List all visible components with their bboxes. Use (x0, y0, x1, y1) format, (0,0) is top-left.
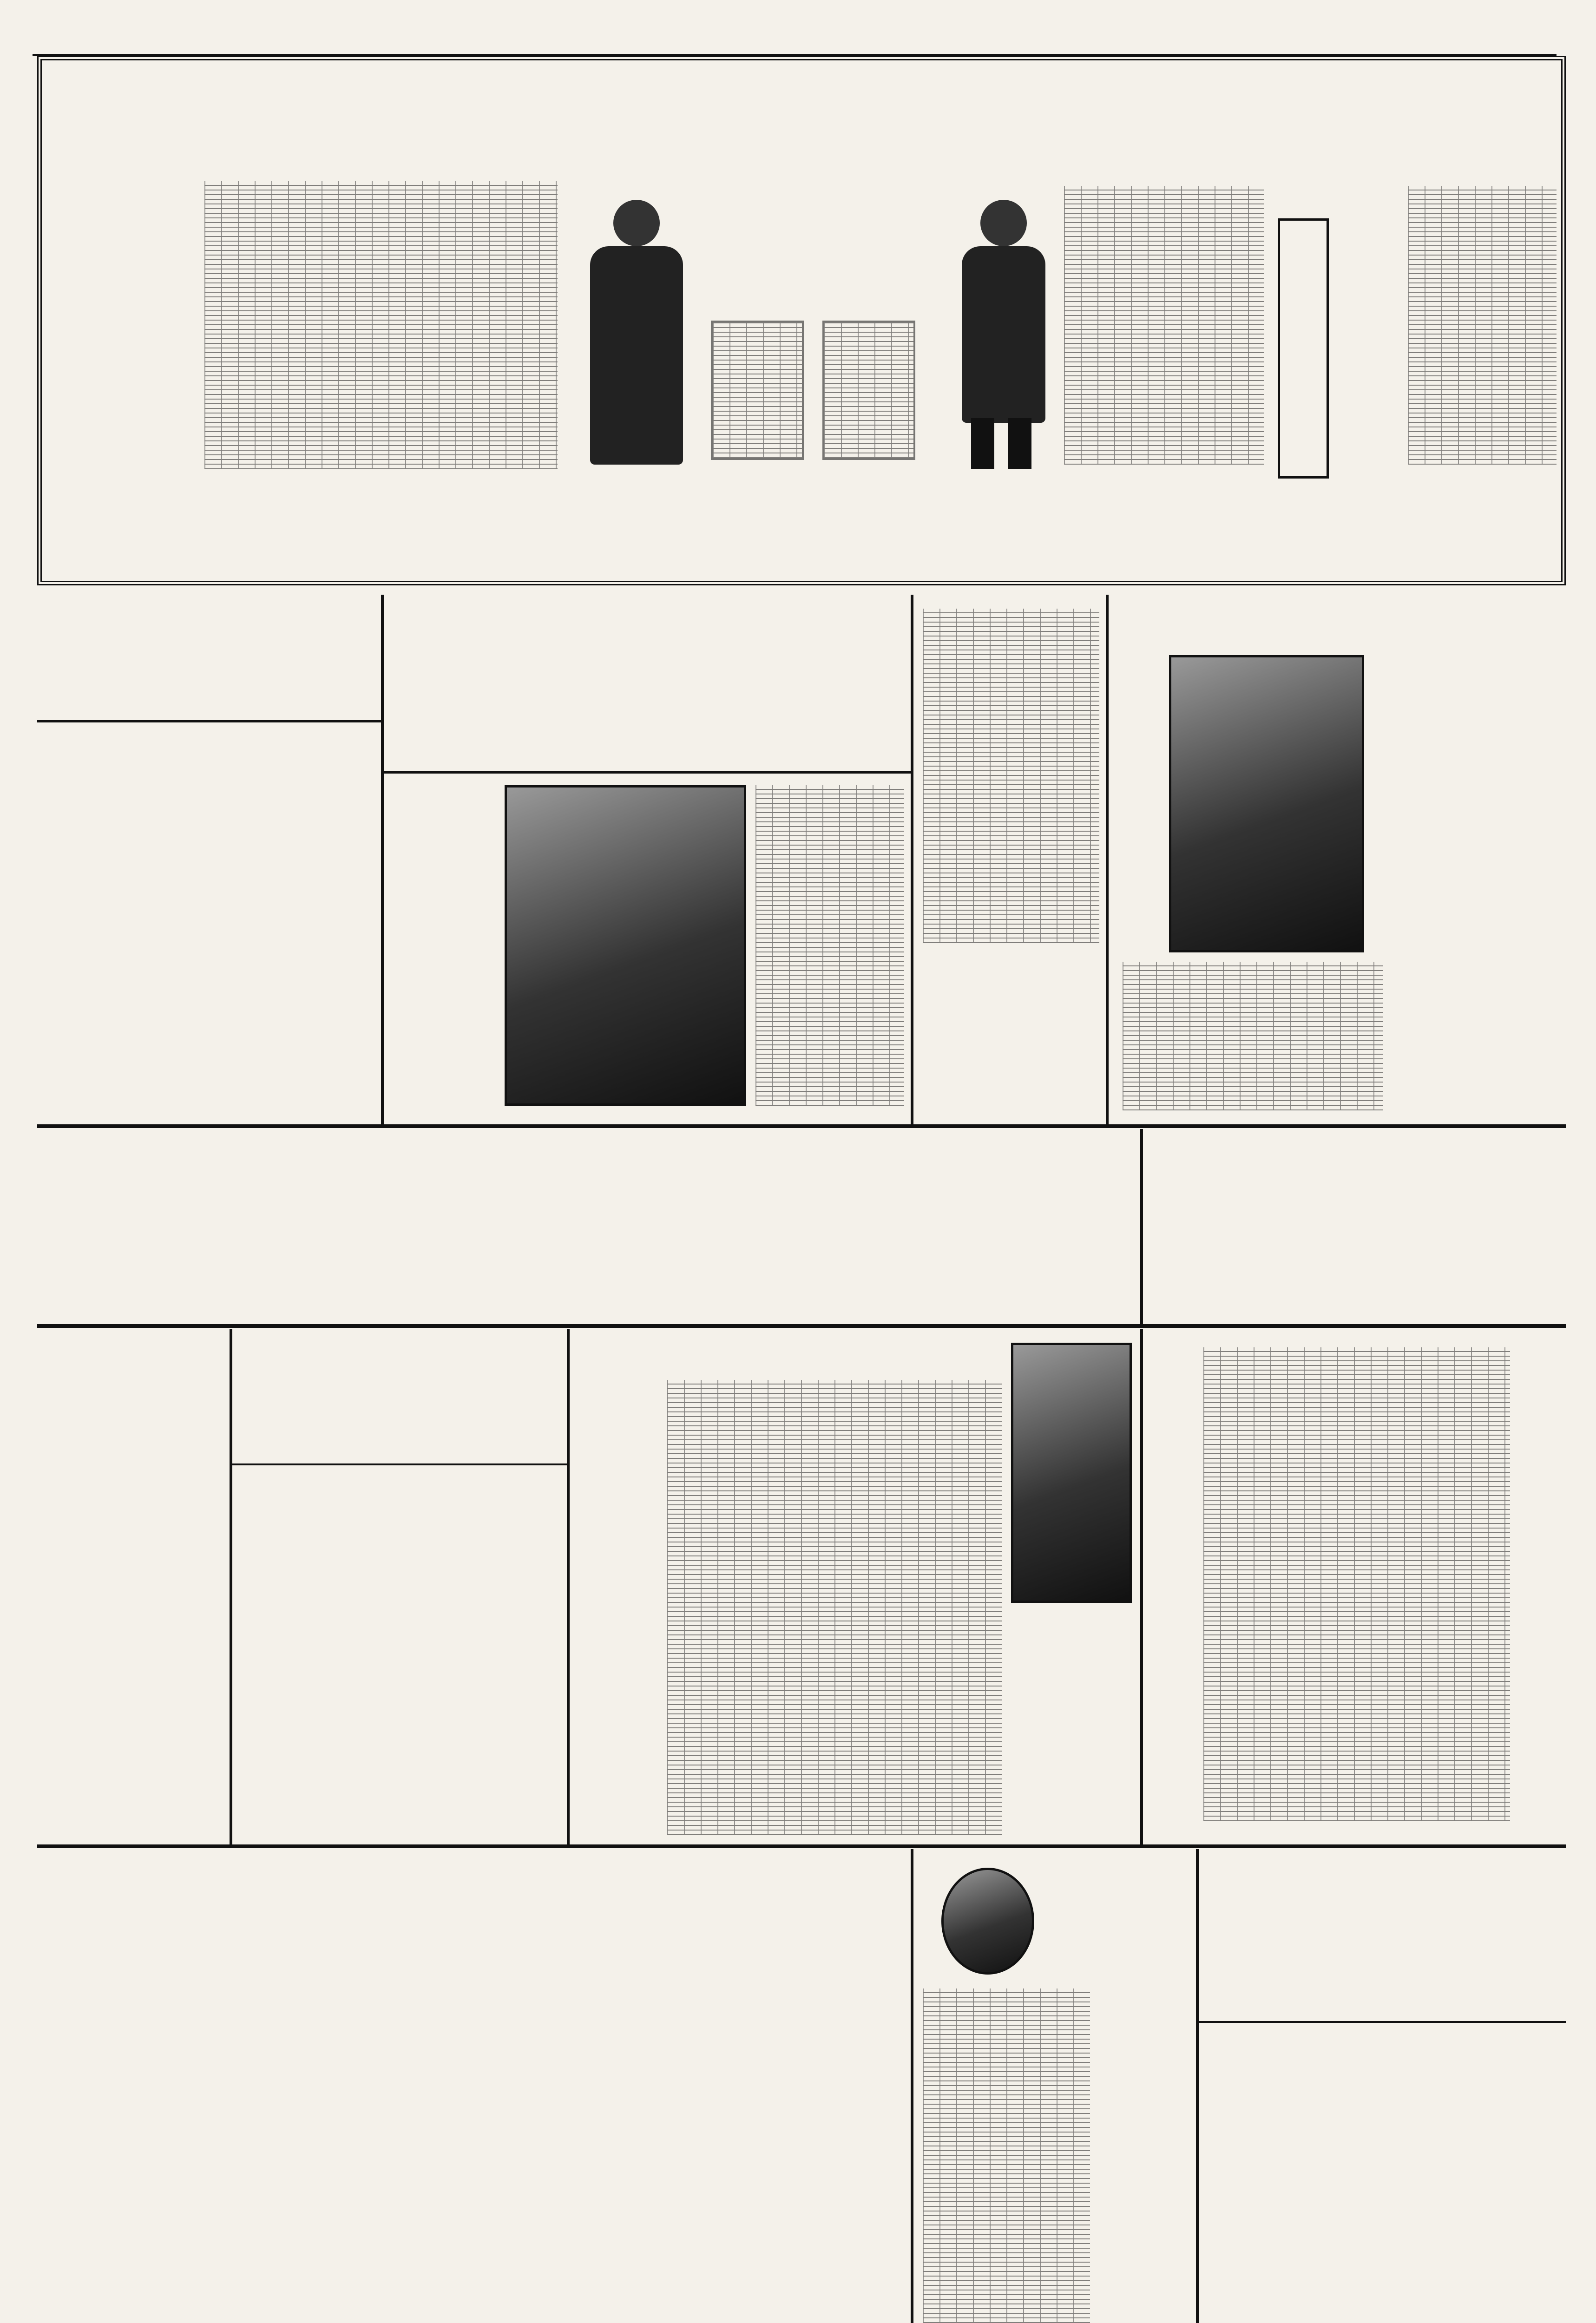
lau-ad (911, 1849, 1199, 2323)
wo-chung-ad (37, 595, 381, 1124)
masthead-bar (33, 28, 1557, 56)
yuchin-ad (37, 1129, 1143, 1324)
wang-agent (579, 1357, 658, 1831)
agent-note (70, 172, 112, 469)
scroll-text-2 (822, 321, 915, 460)
tailor-ad (37, 1329, 232, 1844)
tong-wah-body (393, 785, 500, 1106)
restaurant-photo (505, 785, 746, 1106)
yuchin-agent (46, 1134, 172, 1319)
yuchin-contact (288, 1134, 358, 1319)
lau-portrait (941, 1868, 1034, 1975)
tong-wah-ad (381, 595, 911, 1124)
tong-wah-text-right (755, 785, 904, 1106)
lau-name-en (1095, 1868, 1123, 2100)
wang-portrait (1011, 1343, 1132, 1603)
wool-ad-title (1406, 609, 1559, 1101)
child-doctor-ad (1143, 1129, 1566, 1324)
drug-store-ad (232, 1329, 567, 1844)
wo-chung-body (144, 734, 316, 1106)
portrait-photo (1169, 655, 1364, 952)
product-label (1278, 218, 1329, 479)
remedy-ads (37, 1849, 911, 2323)
agent-note-2 (46, 172, 74, 469)
yuchin-title (1092, 1134, 1138, 1319)
remedy-titles (37, 1854, 911, 2323)
tailor-lines (46, 1542, 223, 1831)
school-footer (1152, 1468, 1194, 1793)
banner-top-line (125, 79, 1473, 172)
yuchin-body (362, 1134, 1087, 1319)
hurley-address (918, 957, 951, 1120)
doctor-figure-left (576, 200, 697, 469)
drug-store-remit (237, 1473, 386, 1835)
drug-store-items (390, 1473, 562, 1835)
scroll-text-1 (711, 321, 804, 460)
price-list-ad (911, 595, 1106, 1124)
yee-lun-lines (1203, 2030, 1561, 2323)
school-title (1519, 1333, 1561, 1835)
child-doctor-title (1515, 1134, 1561, 1319)
wool-ad (1106, 595, 1566, 1124)
school-list (1143, 1329, 1566, 1844)
child-doctor-body (1143, 1134, 1510, 1319)
banner-right-column (1408, 186, 1557, 465)
yee-lun-ad (1199, 1849, 1566, 2323)
banner-bottom-line (125, 479, 1473, 571)
remedy-list (204, 181, 558, 469)
wool-ad-text (1123, 962, 1383, 1110)
wo-chung-signature (42, 734, 79, 1106)
lau-address (1132, 1868, 1160, 2202)
yuchin-address (177, 1134, 283, 1319)
wo-chung-title (321, 734, 381, 1106)
tong-wah-title (384, 609, 913, 683)
doctor-figure-right (943, 200, 1064, 469)
banner-text-block (1064, 186, 1264, 465)
hurley-agent (955, 966, 997, 1120)
banner (37, 56, 1566, 585)
wang-ad (567, 1329, 1143, 1844)
wo-chung-note (79, 734, 139, 1059)
